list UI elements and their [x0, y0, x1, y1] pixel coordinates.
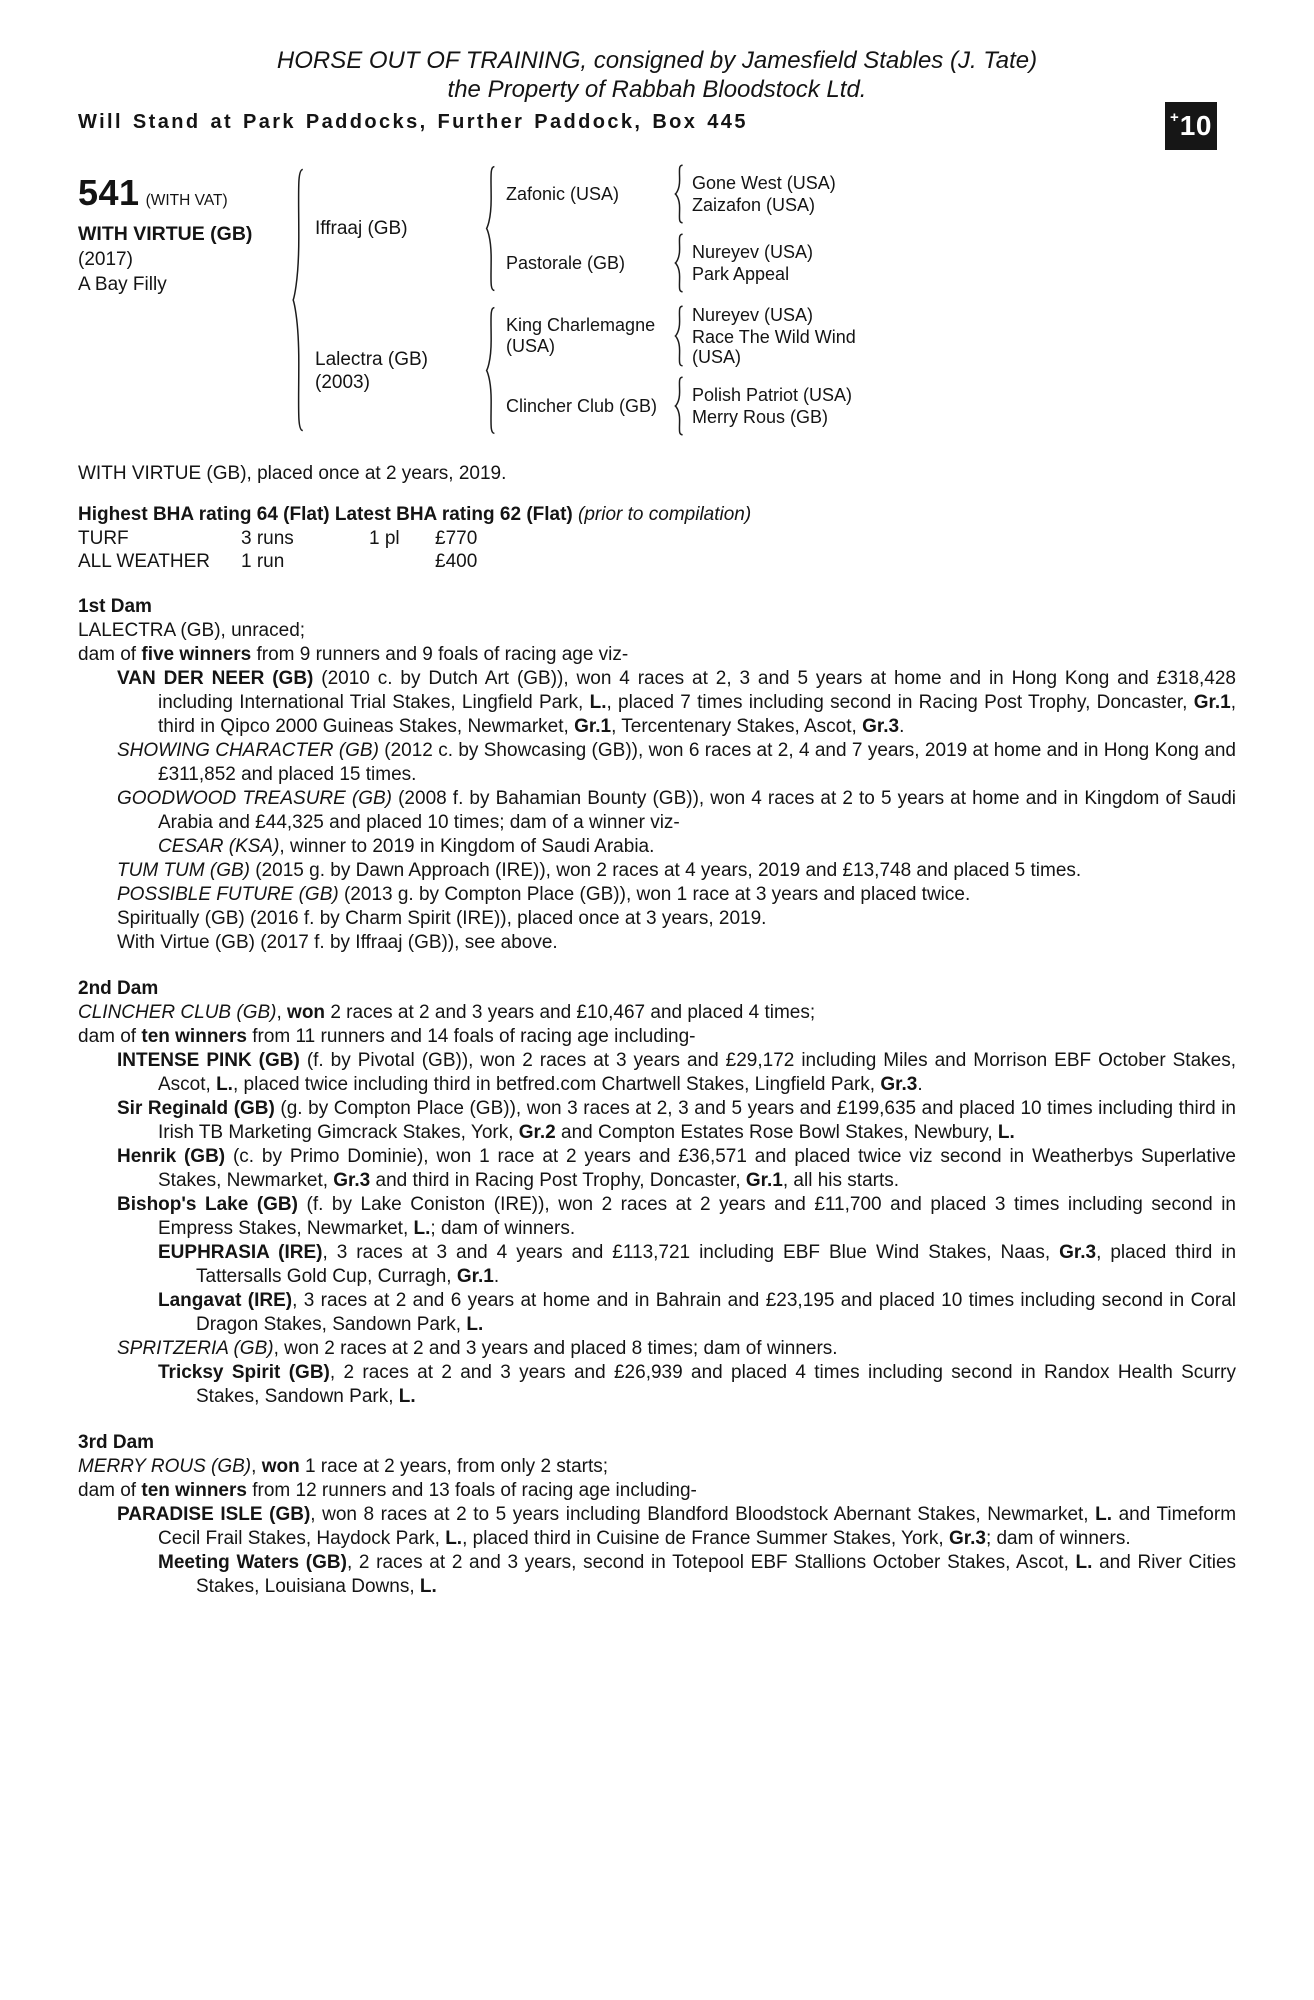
dam-sire-name: King Charlemagne (USA) [506, 315, 656, 356]
section-heading: 2nd Dam [78, 978, 159, 999]
text-run: . [899, 716, 905, 737]
text-run: , winner to 2019 in Kingdom of Saudi Arabia. [279, 836, 655, 857]
ancestor-name: Park Appeal [692, 264, 790, 284]
catalog-paragraph [78, 1049, 1236, 1097]
text-run: (2015 g. by Dawn Approach (IRE)), won 2 races at 4 years, 2019 and £13,748 and placed 5 times. [249, 860, 1082, 881]
catalog-paragraph [78, 1289, 1236, 1337]
text-run: , won 8 races at 2 to 5 years including Blandford Bloodstock Abernant Stakes, Newmarket, [310, 1504, 1096, 1525]
text-run: Gr.1 [574, 716, 612, 737]
text-run: L. [1075, 1552, 1093, 1573]
text-run: Gr.1 [1193, 692, 1231, 713]
catalog-paragraph [78, 835, 1236, 859]
text-run: CLINCHER CLUB (GB) [78, 1002, 277, 1023]
text-run: Gr.1 [456, 1266, 494, 1287]
race-record-cell: TURF [78, 528, 129, 549]
race-record-row [78, 527, 477, 550]
ancestor-name: Zaizafon (USA) [692, 195, 816, 215]
race-record-cell: £400 [435, 551, 478, 572]
dam-sire-cell [497, 305, 1236, 367]
text-run: and River Cities Stakes, Louisiana Downs, [196, 1552, 1237, 1597]
text-run: , placed third in Tattersalls Gold Cup, Curragh, [196, 1242, 1237, 1287]
catalog-paragraph [78, 643, 1236, 667]
text-run: LALECTRA (GB), unraced; [78, 620, 306, 641]
badge-number: 10 [1179, 110, 1212, 141]
sire-sire-name: Zafonic (USA) [506, 183, 620, 204]
text-run: SHOWING CHARACTER (GB) [117, 740, 379, 761]
text-run: (f. by Pivotal (GB)), won 2 races at 3 years and £29,172 including Miles and Morrison EBF October Stakes, Ascot, [158, 1050, 1236, 1095]
dam-year-text: (2003) [315, 371, 370, 393]
text-run: L. [589, 692, 607, 713]
race-record-cell: 3 runs [241, 528, 294, 549]
text-run: , all his starts. [782, 1170, 900, 1191]
catalog-paragraph [78, 1503, 1236, 1551]
text-run: , third in Qipco 2000 Guineas Stakes, Newmarket, [158, 692, 1236, 737]
catalog-paragraph [78, 1337, 1236, 1361]
sire-grandparents [497, 164, 1236, 293]
race-record-cell: ALL WEATHER [78, 551, 210, 572]
text-run: Gr.3 [333, 1170, 371, 1191]
text-run: Spiritually (GB) (2016 f. by Charm Spirit (IRE)), placed once at 3 years, 2019. [117, 908, 767, 929]
catalog-paragraph [78, 619, 1236, 643]
text-run: (2010 c. by Dutch Art (GB)), won 4 races at 2, 3 and 5 years at home and in Hong Kong and £318,428 including International Trial Stakes, Lingfield Park, [158, 668, 1236, 713]
text-run: L. [398, 1386, 416, 1407]
catalog-paragraph [78, 787, 1236, 835]
catalog-paragraph [78, 931, 1236, 955]
text-run: won [287, 1002, 326, 1023]
text-run: L. [1095, 1504, 1113, 1525]
text-run: Gr.3 [1059, 1242, 1097, 1263]
race-record-cell: 1 pl [369, 528, 400, 549]
catalog-paragraph [78, 1097, 1236, 1145]
race-record-row [78, 550, 477, 573]
text-run: ; dam of winners. [430, 1218, 576, 1239]
text-run: Tricksy Spirit (GB) [158, 1362, 330, 1383]
catalog-paragraph [78, 1145, 1236, 1193]
sire-dam-name: Pastorale (GB) [506, 252, 626, 273]
text-run: (2012 c. by Showcasing (GB)), won 6 races at 2, 4 and 7 years, 2019 at home and in Hong Kong and £311,852 and placed 15 times. [158, 740, 1236, 785]
text-run: TUM TUM (GB) [117, 860, 250, 881]
pedigree-brace-dam [484, 305, 497, 436]
text-run: CESAR (KSA) [158, 836, 280, 857]
text-run: , [251, 1456, 262, 1477]
ancestor-name: Gone West (USA) [692, 173, 836, 193]
lot-number-line [78, 172, 290, 214]
text-run: With Virtue (GB) (2017 f. by Iffraaj (GB)), see above. [117, 932, 558, 953]
vat-note: (WITH VAT) [145, 192, 228, 209]
dam-dam-name: Clincher Club (GB) [506, 395, 658, 416]
dam-dam-parents [685, 385, 892, 427]
pedigree-brace-small [673, 305, 685, 367]
foaling-year: (2017) [78, 249, 133, 270]
text-run: EUPHRASIA (IRE) [158, 1242, 323, 1263]
text-run: , placed twice including third in betfred.com Chartwell Stakes, Lingfield Park, [232, 1074, 881, 1095]
text-run: L. [413, 1218, 431, 1239]
text-run: (g. by Compton Place (GB)), won 3 races at 2, 3 and 5 years and £199,635 and placed 10 times including third in Irish TB Marketing Gimcrack Stakes, York, [158, 1098, 1236, 1143]
gen1-column [306, 164, 1236, 436]
text-run: VAN DER NEER (GB) [117, 668, 314, 689]
text-run: (2008 f. by Bahamian Bounty (GB)), won 4 races at 2 to 5 years at home and in Kingdom of Saudi Arabia and £44,325 and placed 10 times; dam of a winner viz- [158, 788, 1236, 833]
text-run: . [493, 1266, 500, 1287]
text-run: WITH VIRTUE (GB), placed once at 2 years, 2019. [78, 463, 507, 484]
text-run: POSSIBLE FUTURE (GB) [117, 884, 339, 905]
ancestor-name: Race The Wild Wind (USA) [692, 327, 856, 367]
text-run: INTENSE PINK (GB) [117, 1050, 300, 1071]
text-run: ; dam of winners. [985, 1528, 1131, 1549]
lot-info [78, 164, 290, 436]
text-run: Highest BHA rating 64 (Flat) Latest BHA rating 62 (Flat) [78, 504, 579, 525]
text-run: (c. by Primo Dominie), won 1 race at 2 years and £36,571 and placed twice viz second in Weatherbys Superlative Stakes, Newmarket, [158, 1146, 1236, 1191]
catalog-paragraph [78, 1025, 1236, 1049]
catalog-paragraph [78, 503, 1236, 527]
text-run: 2 races at 2 and 3 years and £10,467 and placed 4 times; [325, 1002, 816, 1023]
catalog-paragraph [78, 1455, 1236, 1479]
text-run: Gr.3 [862, 716, 900, 737]
text-run: (f. by Lake Coniston (IRE)), won 2 races at 2 years and £11,700 and placed 3 times including second in Empress Stakes, Newmarket, [158, 1194, 1236, 1239]
ancestor-name: Nureyev (USA) [692, 242, 814, 262]
ancestor-name: Merry Rous (GB) [692, 407, 829, 427]
text-run: , won 2 races at 2 and 3 years and placed 8 times; dam of winners. [273, 1338, 838, 1359]
catalog-body [78, 462, 1236, 1599]
catalog-paragraph [78, 883, 1236, 907]
catalog-paragraph [78, 739, 1236, 787]
text-run: Henrik (GB) [117, 1146, 226, 1167]
section-heading: 1st Dam [78, 596, 152, 617]
text-run: Bishop's Lake (GB) [117, 1194, 298, 1215]
text-run: Langavat (IRE) [158, 1290, 293, 1311]
sire-dam-cell [497, 233, 1236, 293]
catalog-paragraph [78, 1479, 1236, 1503]
text-run: MERRY ROUS (GB) [78, 1456, 252, 1477]
text-run: L. [445, 1528, 463, 1549]
pedigree-brace-sire [484, 164, 497, 293]
race-record-cell: £770 [435, 528, 478, 549]
text-run: L. [997, 1122, 1015, 1143]
text-run: dam of [78, 644, 142, 665]
text-run: from 11 runners and 14 foals of racing age including- [246, 1026, 696, 1047]
text-run: , 3 races at 2 and 6 years at home and in Bahrain and £23,195 and placed 10 times including second in Coral Dragon Stakes, Sandown Park, [196, 1290, 1236, 1335]
text-run: from 9 runners and 9 foals of racing age viz- [251, 644, 629, 665]
text-run: , 2 races at 2 and 3 years and £26,939 and placed 4 times including second in Randox Health Scurry Stakes, Sandown Park, [196, 1362, 1236, 1407]
text-run: won [261, 1456, 300, 1477]
pedigree-brace-small [673, 376, 685, 436]
text-run: 1 race at 2 years, from only 2 starts; [299, 1456, 609, 1477]
dam-name [306, 348, 484, 394]
text-run: and Compton Estates Rose Bowl Stakes, Newbury, [555, 1122, 998, 1143]
text-run: L. [216, 1074, 233, 1095]
text-run: . [917, 1074, 923, 1095]
catalog-paragraph [78, 1551, 1236, 1599]
text-run: , 3 races at 3 and 4 years and £113,721 including EBF Blue Wind Stakes, Naas, [322, 1242, 1060, 1263]
text-run: , placed 7 times including second in Racing Post Trophy, Doncaster, [606, 692, 1194, 713]
text-run: dam of [78, 1026, 142, 1047]
ancestor-name: Polish Patriot (USA) [692, 385, 853, 405]
sire-sire-cell [497, 164, 1236, 224]
text-run: five winners [141, 644, 252, 665]
text-run: Gr.3 [880, 1074, 918, 1095]
text-run: GOODWOOD TREASURE (GB) [117, 788, 393, 809]
text-run: Gr.2 [518, 1122, 556, 1143]
pedigree-brace-small [673, 233, 685, 293]
text-run: Gr.3 [948, 1528, 986, 1549]
text-run: Sir Reginald (GB) [117, 1098, 275, 1119]
dam-dam-cell [497, 376, 1236, 436]
text-run: Meeting Waters (GB) [158, 1552, 347, 1573]
text-run: ten winners [141, 1026, 247, 1047]
sale-badge [1165, 102, 1217, 150]
text-run: , Tercentenary Stakes, Ascot, [611, 716, 863, 737]
text-run: dam of [78, 1480, 142, 1501]
consignor-line: HORSE OUT OF TRAINING, consigned by Jamesfield Stables (J. Tate) [276, 47, 1038, 74]
owner-line: the Property of Rabbah Bloodstock Ltd. [447, 76, 867, 103]
pedigree-tree [290, 164, 1236, 436]
text-run: SPRITZERIA (GB) [117, 1338, 274, 1359]
section-heading: 3rd Dam [78, 1432, 155, 1453]
catalog-paragraph [78, 462, 1236, 486]
badge-plus-mark: + [1170, 108, 1179, 126]
ancestor-name: Nureyev (USA) [692, 305, 814, 325]
text-run: from 12 runners and 13 foals of racing age including- [246, 1480, 697, 1501]
dam-branch [306, 305, 1236, 436]
catalog-paragraph [78, 1001, 1236, 1025]
dam-grandparents [497, 305, 1236, 436]
text-run: and Timeform Cecil Frail Stakes, Haydock Park, [158, 1504, 1237, 1549]
race-record-table [78, 527, 477, 573]
text-run: L. [466, 1314, 484, 1335]
catalog-paragraph [78, 907, 1236, 931]
text-run: Gr.1 [745, 1170, 783, 1191]
stand-location-line: Will Stand at Park Paddocks, Further Paddock, Box 445 [78, 111, 748, 133]
color-sex-description: A Bay Filly [78, 274, 167, 295]
text-run: and third in Racing Post Trophy, Doncaster, [370, 1170, 746, 1191]
pedigree-brace-small [673, 164, 685, 224]
text-run: (prior to compilation) [578, 504, 752, 525]
catalog-paragraph [78, 1193, 1236, 1241]
sire-branch [306, 164, 1236, 293]
text-run: , placed third in Cuisine de France Summer Stakes, York, [462, 1528, 949, 1549]
race-record-cell: 1 run [241, 551, 285, 572]
sire-dam-parents [685, 242, 892, 284]
text-run: PARADISE ISLE (GB) [117, 1504, 311, 1525]
race-record-cell [369, 550, 435, 573]
lot-number: 541 [78, 172, 140, 213]
horse-name: WITH VIRTUE (GB) [78, 223, 253, 245]
dam-name-text: Lalectra (GB) [315, 348, 428, 370]
dam-sire-parents [685, 305, 892, 367]
pedigree-section [78, 164, 1236, 436]
catalog-paragraph [78, 1361, 1236, 1409]
catalog-paragraph [78, 1241, 1236, 1289]
pedigree-brace-gen1 [290, 164, 306, 436]
text-run: L. [419, 1576, 437, 1597]
sire-sire-parents [685, 173, 892, 215]
text-run: , [276, 1002, 288, 1023]
text-run: , 2 races at 2 and 3 years, second in Totepool EBF Stallions October Stakes, Ascot, [346, 1552, 1076, 1573]
text-run: (2013 g. by Compton Place (GB)), won 1 race at 3 years and placed twice. [338, 884, 971, 905]
catalog-paragraph [78, 859, 1236, 883]
text-run: ten winners [141, 1480, 247, 1501]
sire-name: Iffraaj (GB) [315, 218, 408, 239]
catalog-paragraph [78, 667, 1236, 739]
